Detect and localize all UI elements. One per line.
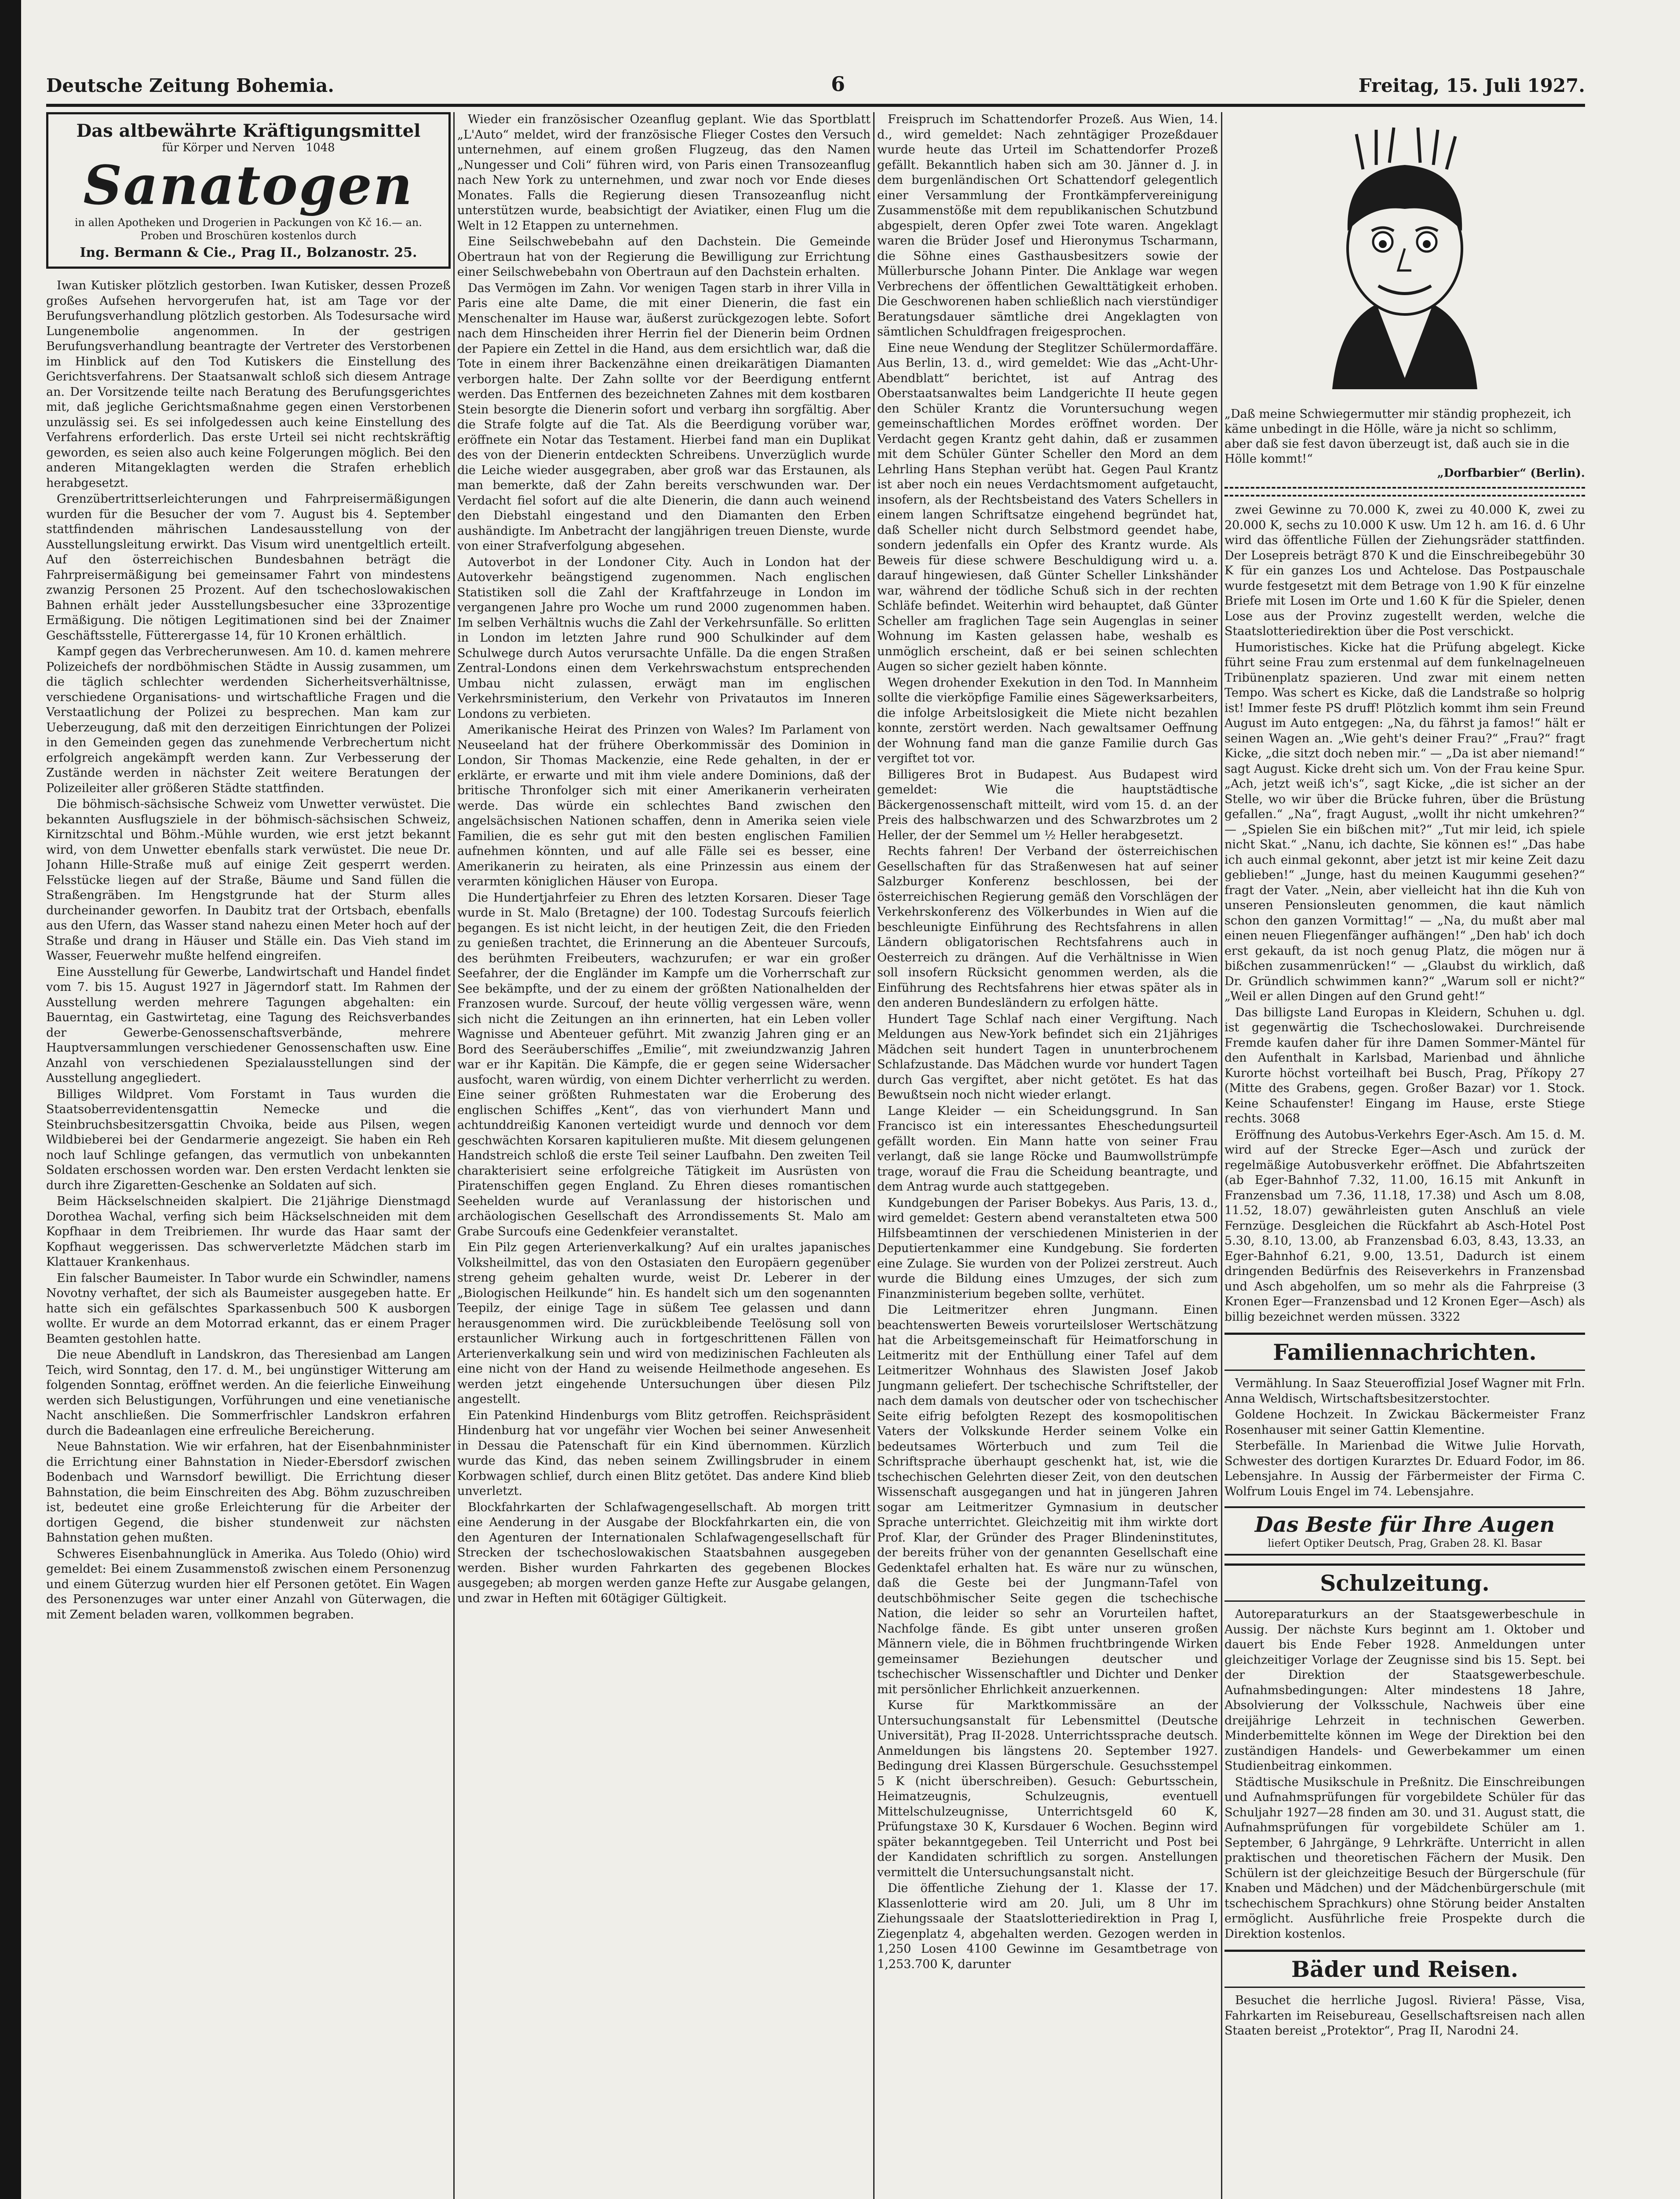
caricature-illustration [1231, 117, 1578, 402]
article-paragraph: Billiges Wildpret. Vom Forstamt in Taus wurden die Staatsoberrevidentensgattin Nemecke und die Steinbruchsbesitzersgattin Chvoika, beide aus Pilsen, wegen Wildbieberei bei der Gendarmerie angezeigt. Sie haben ein Reh noch lauf Schlinge gefangen, das vermutlich von unbekannten Soldaten erschossen worden war. Den ersten Verdacht lenkten sie durch ihre Zigaretten-Geschenke an Soldaten auf sich. [46, 1087, 451, 1192]
school-news [1224, 1607, 1585, 1942]
article-paragraph: Die Leitmeritzer ehren Jungmann. Einen beachtenswerten Beweis vorurteilsloser Wertschätzung hat die Arbeitsgemeinschaft für Heimatforschung in Leitmeritz mit der Enthüllung einer Tafel auf dem Leitmeritzer Wohnhaus des Slawisten Josef Jakob Jungmann geliefert. Der tschechische Schriftsteller, der nach dem damals von deutscher oder von tschechischer Seite eifrig befolgten Rezept des kosmopolitischen Vaters der Volkskunde Herder seinem Volke ein bedeutsames Wörterbuch und zum Teil die Schriftsprache überhaupt geschenkt hat, ist, wie die tschechischen Gelehrten dieser Zeit, von den deutschen Wissenschaft ausgegangen und hat in jüngeren Jahren sogar am Leitmeritzer Gymnasium in deutscher Sprache unterrichtet. Gleichzeitig mit ihm wirkte dort Prof. Klar, der Gründer des Prager Blindeninstitutes, der bereits früher von der genannten Gesellschaft eine Gedenktafel erhalten hat. Es wäre nur zu wünschen, daß die Geste bei der Jungmann-Tafel von deutschböhmischer Seite gegen die tschechische Nation, die leider so sehr an Vorurteilen haftet, Nachfolge fände. Es gibt unter unseren großen Männern viele, die in Böhmen fruchtbringende Wirken gemeinsamer Beziehungen deutscher und tschechischer Wissenschaftler und Dichter und Denker mit persönlicher Ehrlichkeit anzuerkennen. [877, 1303, 1218, 1696]
column-2 [457, 112, 871, 2199]
article-paragraph: Kundgebungen der Pariser Bobekys. Aus Paris, 13. d., wird gemeldet: Gestern abend veranstalteten etwa 500 Hilfsbeamtinnen der verschiedenen Ministerien in der Deputiertenkammer eine Kundgebung. Sie forderten eine Zulage. Sie wurden von der Polizei zerstreut. Auch wurde die Bildung eines Umzuges, der sich zum Finanzministerium begeben sollte, verhütet. [877, 1196, 1218, 1301]
ornament-rule [1224, 487, 1585, 497]
school-news-heading: Schulzeitung. [1224, 1563, 1585, 1602]
column-4 [1224, 112, 1585, 2199]
ad-headline: Das altbewährte Kräftigungsmittel [76, 121, 421, 141]
column-4-articles [1224, 503, 1585, 1325]
travel-news [1224, 1993, 1585, 2039]
article-paragraph: Eine Seilschwebebahn auf den Dachstein. Die Gemeinde Obertraun hat von der Regierung die Bewilligung zur Errichtung einer Seilschwebebahn von Obertraun auf den Dachstein erhalten. [457, 235, 871, 279]
article-paragraph: Eine neue Wendung der Steglitzer Schülermordaffäre. Aus Berlin, 13. d., wird gemeldet: Wie das „Acht-Uhr-Abendblatt“ berichtet, ist auf Antrag des Oberstaatsanwaltes beim Landgerichte II heute gegen den Schüler Krantz die Voruntersuchung wegen gemeinschaftlichen Mordes eröffnet worden. Der Verdacht gegen Krantz geht dahin, daß er zusammen mit dem Schüler Günter Scheller den Mord an dem Lehrling Hans Stephan verübt hat. Gegen Paul Krantz ist aber noch ein neues Verdachtsmoment aufgetaucht, insofern, als der Rechtsbeistand des Vaters Schellers in einem langen Schriftsatze eingehend begründet hat, daß Scheller nicht durch Selbstmord geendet habe, sondern jedenfalls ein Opfer des Krantz wurde. Als Beweis für diese schwere Beschuldigung wird u. a. darauf hingewiesen, daß Günter Scheller Linkshänder war, während der tödliche Schuß sich in der rechten Schläfe befindet. Weiterhin wird behauptet, daß Günter Scheller am fraglichen Tage sein Augenglas in seiner Wohnung im Kasten gelassen habe, weshalb es unmöglich erscheint, daß er bei seinen schlechten Augen so sicher gezielt haben könnte. [877, 341, 1218, 673]
page-number: 6 [831, 72, 845, 96]
article-paragraph: Wegen drohender Exekution in den Tod. In Mannheim sollte die vierköpfige Familie eines Sägewerksarbeiters, die infolge Arbeitslosigkeit die Miete nicht bezahlen konnte, zerstört werden. Nach gewaltsamer Oeffnung der Wohnung fand man die ganze Familie durch Gas vergiftet tot vor. [877, 676, 1218, 765]
column-divider [873, 112, 875, 2199]
article-paragraph: Das billigste Land Europas in Kleidern, Schuhen u. dgl. ist gegenwärtig die Tschechoslowakei. Durchreisende Fremde kaufen daher für ihre Damen Sommer-Mäntel für den Aufenthalt in Karlsbad, Marienbad und ähnliche Kurorte höchst vorteilhaft bei Busch, Prag, Příkopy 27 (Mitte des Grabens, gegen. Großer Bazar) vor 1. Stock. Keine Schaufenster! Eingang im Hause, erste Stiege rechts. 3068 [1224, 1005, 1585, 1125]
article-paragraph: Blockfahrkarten der Schlafwagengesellschaft. Ab morgen tritt eine Aenderung in der Ausgabe der Blockfahrkarten ein, die von den Agenturen der Internationalen Schlafwagengesellschaft für Strecken der tschechoslowakischen Staatsbahnen ausgegeben werden. Bisher wurden Fahrkarten des gegebenen Blockes ausgegeben; ab morgen werden ganze Hefte zur Ausgabe gelangen, und zwar in Heften mit 60tägiger Gültigkeit. [457, 1500, 871, 1605]
article-paragraph: Neue Bahnstation. Wie wir erfahren, hat der Eisenbahnminister die Errichtung einer Bahnstation in Nieder-Ebersdorf zwischen Bodenbach und Warnsdorf bewilligt. Die Errichtung dieser Bahnstation, die beim Einschreiten des Abg. Böhm zuzuschreiben ist, bedeutet eine große Erleichterung für die Arbeiter der dortigen Gegend, die bisher stundenweit zur nächsten Bahnstation gehen mußten. [46, 1440, 451, 1545]
article-paragraph: Lange Kleider — ein Scheidungsgrund. In San Francisco ist ein interessantes Eheschedungsurteil gefällt worden. Ein Mann hatte von seiner Frau verlangt, daß sie lange Röcke und Baumwollstrümpfe trage, worauf die Frau die Scheidung beantragte, und dem Antrag wurde auch stattgegeben. [877, 1104, 1218, 1194]
ad-subline-text: für Körper und Nerven [162, 141, 295, 154]
article-paragraph: Ein Patenkind Hindenburgs vom Blitz getroffen. Reichspräsident Hindenburg hat vor ungefähr vier Wochen bei seiner Anwesenheit in Dessau die Patenschaft für ein Kind übernommen. Kürzlich wurde das Kind, das neben seinem Zwillingsbruder in einem Korbwagen schlief, durch einen Blitz getötet. Das andere Kind blieb unverletzt. [457, 1408, 871, 1498]
ad-brand: Sanatogen [83, 153, 414, 217]
article-paragraph: Kampf gegen das Verbrecherunwesen. Am 10. d. kamen mehrere Polizeichefs der nordböhmischen Städte in Aussig zusammen, um die täglich schlechter werdenden Sicherheitsverhältnisse, verschiedene Organisations- und wirtschaftliche Fragen und die Verstaatlichung der Polizei zu besprechen. Man kam zur Ueberzeugung, daß mit den derzeitigen Einrichtungen der Polizei in den Gemeinden gegen das zunehmende Verbrechertum nicht erfolgreich angekämpft werden kann. Zur Verbesserung der Zustände werden in nächster Zeit weitere Beratungen der Polizeileiter aller größeren Städte stattfinden. [46, 645, 451, 795]
article-paragraph: zwei Gewinne zu 70.000 K, zwei zu 40.000 K, zwei zu 20.000 K, sechs zu 10.000 K usw. Um 12 h. am 16. d. 6 Uhr wird das öffentliche Füllen der Ziehungsräder stattfinden. Der Losepreis beträgt 870 K und die Einschreibegebühr 30 K für ein ganzes Los und Achtelose. Das Postpauschale wurde festgesetzt mit dem Betrage von 1.90 K für einzelne Briefe mit Losen im Orte und 1.60 K für die Spieler, denen Lose aus der Provinz zugestellt werden, welche die Staatslotteriedirektion über die Post verschickt. [1224, 503, 1585, 638]
article-paragraph: Die neue Abendluft in Landskron, das Theresienbad am Langen Teich, wird Sonntag, den 17. d. M., bei ungünstiger Witterung am folgenden Sonntag, eröffnet werden. An die feierliche Einweihung werden sich Belustigungen, Vorführungen und eine venetianische Nacht anschließen. Die Sommerfrischler Landskron erfahren durch die Badeanlagen eine erfreuliche Bereicherung. [46, 1348, 451, 1438]
article-paragraph: Besuchet die herrliche Jugosl. Riviera! Pässe, Visa, Fahrkarten im Reisebureau, Gesellschaftsreisen nach allen Staaten bereist „Protektor“, Prag II, Narodni 24. [1224, 1994, 1585, 2038]
cartoon-caption: „Daß meine Schwiegermutter mir ständig prophezeit, ich käme unbedingt in die Hölle, wäre ja nicht so schlimm, aber daß sie fest davon überzeugt ist, daß auch sie in die Hölle kommt!“ [1224, 407, 1571, 466]
optiker-slogan: Das Beste für Ihre Augen [1254, 1512, 1555, 1537]
article-paragraph: Vermählung. In Saaz Steueroffizial Josef Wagner mit Frln. Anna Weldisch, Wirtschaftsbesitzerstochter. [1224, 1377, 1585, 1406]
issue-date: Freitag, 15. Juli 1927. [1358, 75, 1585, 96]
column-3 [877, 112, 1218, 2199]
column-divider [1221, 112, 1222, 2199]
ad-address: Ing. Bermann & Cie., Prag II., Bolzanostr. 25. [80, 245, 417, 260]
optiker-address: liefert Optiker Deutsch, Prag, Graben 28. Kl. Basar [1268, 1537, 1542, 1549]
article-paragraph: Rechts fahren! Der Verband der österreichischen Gesellschaften für das Straßenwesen hat auf seiner Salzburger Konferenz beschlossen, bei der österreichischen Regierung gemäß den Vorschlägen der Verkehrskonferenz des Völkerbundes in Wien auf die beschleunigte Einführung des Rechtsfahrens in allen Ländern obligatorischen Rechtsfahrens auch in Oesterreich zu drängen. Auf die Verhältnisse in Wien soll insofern Rücksicht genommen werden, als die Einführung des Rechtsfahrens hier etwas später als in den anderen Bundesländern zu erfolgen hätte. [877, 844, 1218, 1010]
article-paragraph: Iwan Kutisker plötzlich gestorben. Iwan Kutisker, dessen Prozeß großes Aufsehen hervorgerufen hat, ist am Tage vor der Berufungsverhandlung plötzlich gestorben. Als Todesursache wird Lungenembolie angenommen. In der gestrigen Berufungsverhandlung beantragte der Vertreter des Verstorbenen im Hinblick auf den Tod Kutiskers die Einstellung des Gerichtsverfahrens. Der Staatsanwalt schloß sich diesem Antrage an. Der Vorsitzende teilte nach Beratung des Berufungsgerichtes mit, daß jegliche Gerichtsmaßnahme gegen einen Verstorbenen unzulässig sei. Es sei infolgedessen auch keine Einstellung des Verfahrens erforderlich. Das erste Urteil sei nicht rechtskräftig geworden, es seien also auch keine Folgerungen möglich. Bei den anderen Mitangeklagten werden die Strafen erheblich herabgesetzt. [46, 279, 451, 490]
article-paragraph: Amerikanische Heirat des Prinzen von Wales? Im Parlament von Neuseeland hat der frühere Oberkommissär des Dominion in London, Sir Thomas Mackenzie, eine Rede gehalten, in der er erklärte, er erwarte und mit ihm viele andere Dominions, daß der britische Thronfolger sich mit einer Amerikanerin verheiraten werde. Das würde ein schlechtes Band zwischen den angelsächsischen Nationen schaffen, denn in Amerika seien viele Familien, die es sehr gut mit den besten englischen Familien aufnehmen könnten, und auf alle Fälle sei es besser, eine Amerikanerin zu heiraten, als eine Prinzessin aus einem der verarmten königlichen Häuser von Europa. [457, 723, 871, 888]
newspaper-title: Deutsche Zeitung Bohemia. [46, 75, 334, 96]
sanatogen-advertisement [46, 112, 451, 269]
article-paragraph: Ein falscher Baumeister. In Tabor wurde ein Schwindler, namens Novotny verhaftet, der sich als Baumeister ausgegeben hatte. Er hatte sich ein gefälschtes Sparkassenbuch 500 K ausborgen wollte. Er wurde an dem Motorrad erkannt, das er einem Prager Beamten gestohlen hatte. [46, 1271, 451, 1346]
article-paragraph: Wieder ein französischer Ozeanflug geplant. Wie das Sportblatt „L'Auto“ meldet, wird der französische Flieger Costes den Versuch unternehmen, auf einem großen Flugzeug, das den Namen „Nungesser und Coli“ führen wird, von Paris einen Transozeanflug nach New York zu unternehmen, und zwar noch vor Ende dieses Monates. Falls die Regierung diesen Transozeanflug nicht unterstützen wurde, beabsichtigt der Aviatiker, einen Flug um die Welt in 12 Etappen zu unternehmen. [457, 113, 871, 233]
article-paragraph: Ein Pilz gegen Arterienverkalkung? Auf ein uraltes japanisches Volksheilmittel, das von den Ostasiaten den Europäern gegenüber streng geheim gehalten wurde, weist Dr. Leberer in der „Biologischen Heilkunde“ hin. Es handelt sich um den sogenannten Teepilz, der einige Tage in süßem Tee gelassen und dann herausgenommen wird. Die zurückbleibende Teelösung soll von erstaunlicher Wirkung auch in fortgeschrittenen Fällen von Arterienverkalkung sein und wird von medizinischen Fachleuten als eine nicht von der Hand zu weisende Heilmethode angesehen. Es werden jetzt eingehende Untersuchungen über diesen Pilz angestellt. [457, 1241, 871, 1406]
article-paragraph: Städtische Musikschule in Preßnitz. Die Einschreibungen und Aufnahmsprüfungen für vorgebildete Schüler für das Schuljahr 1927—28 finden am 30. und 31. August statt, die Aufnahmsprüfungen für vorgebildete Schüler am 1. September, 6 Jahrgänge, 9 Lehrkräfte. Unterricht in allen praktischen und theoretischen Fächern der Musik. Den Schülern ist der gleichzeitige Besuch der Bürgerschule (für Knaben und Mädchen) und der Mädchenbürgerschule (mit tschechischem Sprachkurs) ohne Störung beider Anstalten ermöglicht. Ausführliche freie Prospekte durch die Direktion kostenlos. [1224, 1775, 1585, 1941]
article-paragraph: Schweres Eisenbahnunglück in Amerika. Aus Toledo (Ohio) wird gemeldet: Bei einem Zusammenstoß zwischen einem Personenzug und einem Güterzug wurden hier elf Personen getötet. Ein Wagen des Personenzuges war unter einer Anzahl von Güterwagen, die mit Zement beladen waren, vollkommen begraben. [46, 1547, 451, 1622]
column-1 [46, 112, 451, 2199]
article-paragraph: Beim Häckselschneiden skalpiert. Die 21jährige Dienstmagd Dorothea Wachal, verfing sich beim Häckselschneiden mit dem Kopfhaar in dem Treibriemen. Ihr wurde das Haar samt der Kopfhaut weggerissen. Das schwerverletzte Mädchen starb im Klattauer Krankenhaus. [46, 1194, 451, 1269]
scan-edge [0, 0, 21, 2199]
column-3-articles [877, 112, 1218, 1972]
travel-heading: Bäder und Reisen. [1224, 1950, 1585, 1988]
article-paragraph: Autoverbot in der Londoner City. Auch in London hat der Autoverkehr beängstigend zugenommen. Nach englischen Statistiken soll die Zahl der Kraftfahrzeuge in London im vergangenen Jahre pro Woche um rund 2000 zugenommen haben. Im selben Verhältnis wuchs die Zahl der Verkehrsunfälle. So erlitten in London im letzten Jahre rund 900 Schulkinder auf dem Schulwege durch Autos verursachte Unfälle. Da die engen Straßen Zentral-Londons einen dem Verkehrswachstum entsprechenden Umbau nicht zulassen, erwägt man im englischen Verkehrsministerium, den Verkehr von Privatautos im Inneren Londons zu verbieten. [457, 555, 871, 721]
optiker-advertisement [1224, 1506, 1585, 1556]
article-paragraph: Sterbefälle. In Marienbad die Witwe Julie Horvath, Schwester des dortigen Kurarztes Dr. Eduard Fodor, im 86. Lebensjahre. In Aussig der Färbermeister der Firma C. Wolfrum Louis Engel im 74. Lebensjahre. [1224, 1439, 1585, 1498]
page-header [46, 72, 1585, 101]
article-paragraph: Die böhmisch-sächsische Schweiz vom Unwetter verwüstet. Die bekannten Ausflugsziele in der böhmisch-sächsischen Schweiz, Kirnitzschtal und Böhm.-Mühle wurden, wie erst jetzt bekannt wird, von dem Unwetter ebenfalls stark verwüstet. Die neue Dr. Johann Hille-Straße muß auf einige Zeit gesperrt werden. Felsstücke liegen auf der Straße, Bäume und Sand füllen die Straßengräben. Im Hengstgrunde hat der Sturm alles durcheinander geworfen. In Daubitz trat der Ortsbach, ebenfalls aus den Ufern, das Wasser stand nahezu einen Meter hoch auf der Straße und drang in Häuser und Ställe ein. Das Vieh stand im Wasser, Feuerwehr mußte helfend eingreifen. [46, 797, 451, 963]
ad-code: 1048 [306, 141, 335, 154]
article-paragraph: Eröffnung des Autobus-Verkehrs Eger-Asch. Am 15. d. M. wird auf der Strecke Eger—Asch und zurück der regelmäßige Autobusverkehr eröffnet. Die Abfahrtszeiten (ab Eger-Bahnhof 7.32, 11.00, 16.15 mit Ankunft in Franzensbad um 7.36, 11.18, 17.38) und Asch um 8.08, 11.52, 18.07) gewährleisten guten Anschluß an viele Fernzüge. Desgleichen die Rückfahrt ab Asch-Hotel Post 5.30, 8.10, 13.00, ab Franzensbad 6.03, 8.43, 13.33, an Eger-Bahnhof 6.21, 9.00, 13.51, Dadurch ist einem dringenden Bedürfnis des Reiseverkehrs in Franzensbad und Asch abgeholfen, um so mehr als die Fahrpreise (3 Kronen Eger—Franzensbad und 12 Kronen Eger—Asch) als billig bezeichnet werden müssen. 3322 [1224, 1128, 1585, 1324]
article-paragraph: Goldene Hochzeit. In Zwickau Bäckermeister Franz Rosenhauser mit seiner Gattin Klementine. [1224, 1408, 1585, 1437]
article-paragraph: Hundert Tage Schlaf nach einer Vergiftung. Nach Meldungen aus New-York befindet sich ein 21jähriges Mädchen seit hundert Tagen in ununterbrochenem Schlafzustande. Das Mädchen wurde vor hundert Tagen durch Gas vergiftet, aber nicht getötet. Es hat das Bewußtsein noch nicht wieder erlangt. [877, 1012, 1218, 1102]
article-paragraph: Eine Ausstellung für Gewerbe, Landwirtschaft und Handel findet vom 7. bis 15. August 1927 in Jägerndorf statt. Im Rahmen der Ausstellung werden mehrere Tagungen abgehalten: ein Bauerntag, ein Gastwirtetag, eine Tagung des Reichsverbandes der Gewerbe-Genossenschaftsverbände, mehrere Hauptversammlungen verschiedener Genossenschaften usw. Eine Anzahl von verschiedenen Spezialausstellungen sind der Ausstellung angegliedert. [46, 965, 451, 1085]
article-paragraph: Billigeres Brot in Budapest. Aus Budapest wird gemeldet: Wie die hauptstädtische Bäckergenossenschaft mitteilt, wird vom 15. d. an der Preis des halbschwarzen und des Schwarzbrotes um 2 Heller, der der Semmel um ½ Heller herabgesetzt. [877, 767, 1218, 842]
article-paragraph: Die Hundertjahrfeier zu Ehren des letzten Korsaren. Dieser Tage wurde in St. Malo (Bretagne) der 100. Todestag Surcoufs feierlich begangen. Es ist nicht leicht, in der heutigen Zeit, die den Frieden zu genießen trachtet, die Erinnerung an die Abenteuer Surcoufs, des berühmten Freibeuters, wachzurufen; er war ein großer Seefahrer, der die Engländer im Kampfe um die Vorherrschaft zur See bekämpfte, und der zu einem der größten Nationalhelden der Franzosen wurde. Surcouf, der heute völlig vergessen wäre, wenn sich nicht die Zeitungen an ihn erinnerten, hat ein Leben voller Wagnisse und Abenteuer geführt. Mit zwanzig Jahren ging er an Bord des Seeräuberschiffes „Emilie“, mit zweiundzwanzig Jahren war er ihr Kapitän. Die Kämpfe, die er gegen seine Widersacher ausfocht, waren würdig, von einem Dichter verherrlicht zu werden. Eine seiner größten Ruhmestaten war die Eroberung des englischen Schiffes „Kent“, das von vierhundert Mann und achtunddreißig Kanonen verteidigt wurde und dennoch vor dem geschwächten Korsaren kapitulieren mußte. Mit diesem gelungenen Handstreich schloß die erste Teil seiner Laufbahn. Den zweiten Teil charakterisiert seine erfolgreiche Tätigkeit im Ausrüsten von Piratenschiffen gegen England. Zu Ehren dieses romantischen Seehelden wurde auf Veranlassung der historischen und archäologischen Gesellschaft des Arrondissements St. Malo am Grabe Surcoufs eine Gedenkfeier veranstaltet. [457, 891, 871, 1238]
ad-subline [56, 141, 441, 154]
ad-body: in allen Apotheken und Drogerien in Packungen von Kč 16.— an. Proben und Broschüren kostenlos durch [74, 216, 423, 242]
article-paragraph: Die öffentliche Ziehung der 1. Klasse der 17. Klassenlotterie wird am 20. Juli, um 8 Uhr im Ziehungssaale der Staatslotteriedirektion in Prag I, Ziegenplatz 4, abgehalten werden. Gezogen werden in 1,250 Losen 4100 Gewinne im Gesamtbetrage von 1,253.700 K, darunter [877, 1881, 1218, 1971]
cartoon-source: „Dorfbarbier“ (Berlin). [1437, 467, 1585, 480]
family-news-heading: Familiennachrichten. [1224, 1333, 1585, 1371]
article-paragraph: Kurse für Marktkommissäre an der Untersuchungsanstalt für Lebensmittel (Deutsche Universität), Prag II-2028. Unterrichtssprache deutsch. Anmeldungen bis längstens 20. September 1927. Bedingung drei Klassen Bürgerschule. Gesuchsstempel 5 K (nicht überschreiben). Gesuch: Geburtsschein, Heimatzeugnis, Schulzeugnis, eventuell Mittelschulzeugnisse, Unterrichtsgeld 60 K, Prüfungstaxe 30 K, Kursdauer 6 Wochen. Beginn wird später bekanntgegeben. Teil Unterricht und Post bei der Kandidaten schriftlich zu sorgen. Anstellungen vermittelt die Untersuchungsanstalt nicht. [877, 1699, 1218, 1879]
article-paragraph: Freispruch im Schattendorfer Prozeß. Aus Wien, 14. d., wird gemeldet: Nach zehntägiger Prozeßdauer wurde heute das Urteil im Schattendorfer Prozeß gefällt. Bekanntlich haben sich am 30. Jänner d. J. in dem burgenländischen Ort Schattendorf gelegentlich einer Versammlung der Frontkämpfervereinigung Zusammenstöße mit dem republikanischen Schutzbund abgespielt, deren Opfer zwei Tote waren. Angeklagt waren die Brüder Josef und Hieronymus Tscharmann, die Söhne eines Gasthausbesitzers sowie der Müllerbursche Johann Pinter. Die Anklage war wegen Verbrechens der öffentlichen Gewalttätigkeit erhoben. Die Geschworenen haben schließlich nach vierstündiger Beratungsdauer sämtliche drei Angeklagten von sämtlichen Schuldfragen freigesprochen. [877, 113, 1218, 339]
article-paragraph: Autoreparaturkurs an der Staatsgewerbeschule in Aussig. Der nächste Kurs beginnt am 1. Oktober und dauert bis Ende Feber 1928. Anmeldungen unter gleichzeitiger Vorlage der Zeugnisse sind bis 15. Sept. bei der Direktion der Staatsgewerbeschule. Aufnahmsbedingungen: Alter mindestens 18 Jahre, Absolvierung der Volksschule, Nachweis über eine dreijährige Lehrzeit in technischen Gewerben. Minderbemittelte können im Wege der Direktion bei den zuständigen Handels- und Gewerbekammer um einen Studienbeitrag einkommen. [1224, 1607, 1585, 1773]
article-paragraph: Grenzübertrittserleichterungen und Fahrpreisermäßigungen wurden für die Besucher der vom 7. August bis 4. September stattfindenden mährischen Landesausstellung von der Ausstellungsleitung erwirkt. Das Visum wird unentgeltlich erteilt. Auf den österreichischen Bundesbahnen beträgt die Fahrpreisermäßigung bei gemeinsamer Fahrt von mindestens zwanzig Personen 25 Prozent. Auf den tschechoslowakischen Bahnen erhält jeder Ausstellungsbesucher eine 33prozentige Ermäßigung. Die nötigen Legitimationen sind bei der Znaimer Geschäftsstelle, Fütterergasse 14, für 10 Kronen erhältlich. [46, 492, 451, 643]
article-paragraph: Humoristisches. Kicke hat die Prüfung abgelegt. Kicke führt seine Frau zum erstenmal auf dem funkelnagelneuen Tribünenplatz spazieren. Und zwar mit einem netten Tempo. Was schert es Kicke, daß die Landstraße so holprig ist! Immer feste PS druff! Plötzlich kommt ihm sein Freund August im Auto entgegen: „Na, du fährst ja famos!“ hält er seinen Wagen an. „Wie geht's deiner Frau?“ „Frau?“ fragt Kicke, „die sitzt doch neben mir.“ — „Da ist aber niemand!“ sagt August. Kicke dreht sich um. Von der Frau keine Spur. „Ach, jetzt weiß ich's“, sagt Kicke, „die ist sicher an der Stelle, wo wir über die Brücke fuhren, über die Brüstung gefallen.“ „Na“, fragt August, „wollt ihr nicht umkehren?“ — „Spielen Sie ein bißchen mit?“ „Tut mir leid, ich spiele nicht Skat.“ „Nanu, ich dachte, Sie können es!“ „Das habe ich auch einmal gekonnt, aber jetzt ist mir keine Zeit dazu geblieben!“ „Junge, hast du meinen Kaugummi gesehen?“ fragt der Vater. „Nein, aber vielleicht hat ihn die Kuh von unseren Pensionsleuten genommen, die kaut nämlich schon den ganzen Vormittag!“ — „Na, du mußt aber mal einen neuen Fliegenfänger aufhängen!“ „Den hab' ich doch erst gekauft, da ist noch genug Platz, die mögen nur ä bißchen zusammenrücken!“ — „Glaubst du wirklich, daß Dr. Gründlich schwimmen kann?“ „Warum soll er nicht?“ „Weil er allen Dingen auf den Grund geht!“ [1224, 640, 1585, 1003]
column-1-articles [46, 278, 451, 1622]
column-divider [453, 112, 455, 2199]
column-2-articles [457, 112, 871, 1606]
family-news [1224, 1376, 1585, 1499]
article-paragraph: Das Vermögen im Zahn. Vor wenigen Tagen starb in ihrer Villa in Paris eine alte Dame, die mit einer Dienerin, die fast ein Menschenalter im Hause war, äußerst zurückgezogen lebte. Sofort nach dem Hinscheiden ihrer Herrin fiel der Dienerin beim Ordnen der Papiere ein Zettel in die Hand, aus dem ersichtlich war, daß die Tote in einem ihrer Backenzähne einen dreikarätigen Diamanten verborgen halte. Der Zahn sollte vor der Beerdigung entfernt werden. Das Entfernen des bezeichneten Zahnes mit dem kostbaren Stein besorgte die Dienerin sofort und verbarg ihn sorgfältig. Aber die Strafe folgte auf die Tat. Als die Beerdigung vorüber war, eröffnete ein Notar das Testament. Hierbei fand man ein Duplikat des von der Dienerin entdeckten Schreibens. Unverzüglich wurde die Leiche wieder ausgegraben, aber groß war das Erstaunen, als man bemerkte, daß der Zahn bereits verschwunden war. Der Verdacht fiel sofort auf die alte Dienerin, die dann auch weinend den Diebstahl eingestand und den Diamanten den Erben aushändigte. Im Anbetracht der langjährigen treuen Dienste, wurde von einer Strafverfolgung abgesehen. [457, 281, 871, 553]
header-rule [46, 104, 1585, 107]
